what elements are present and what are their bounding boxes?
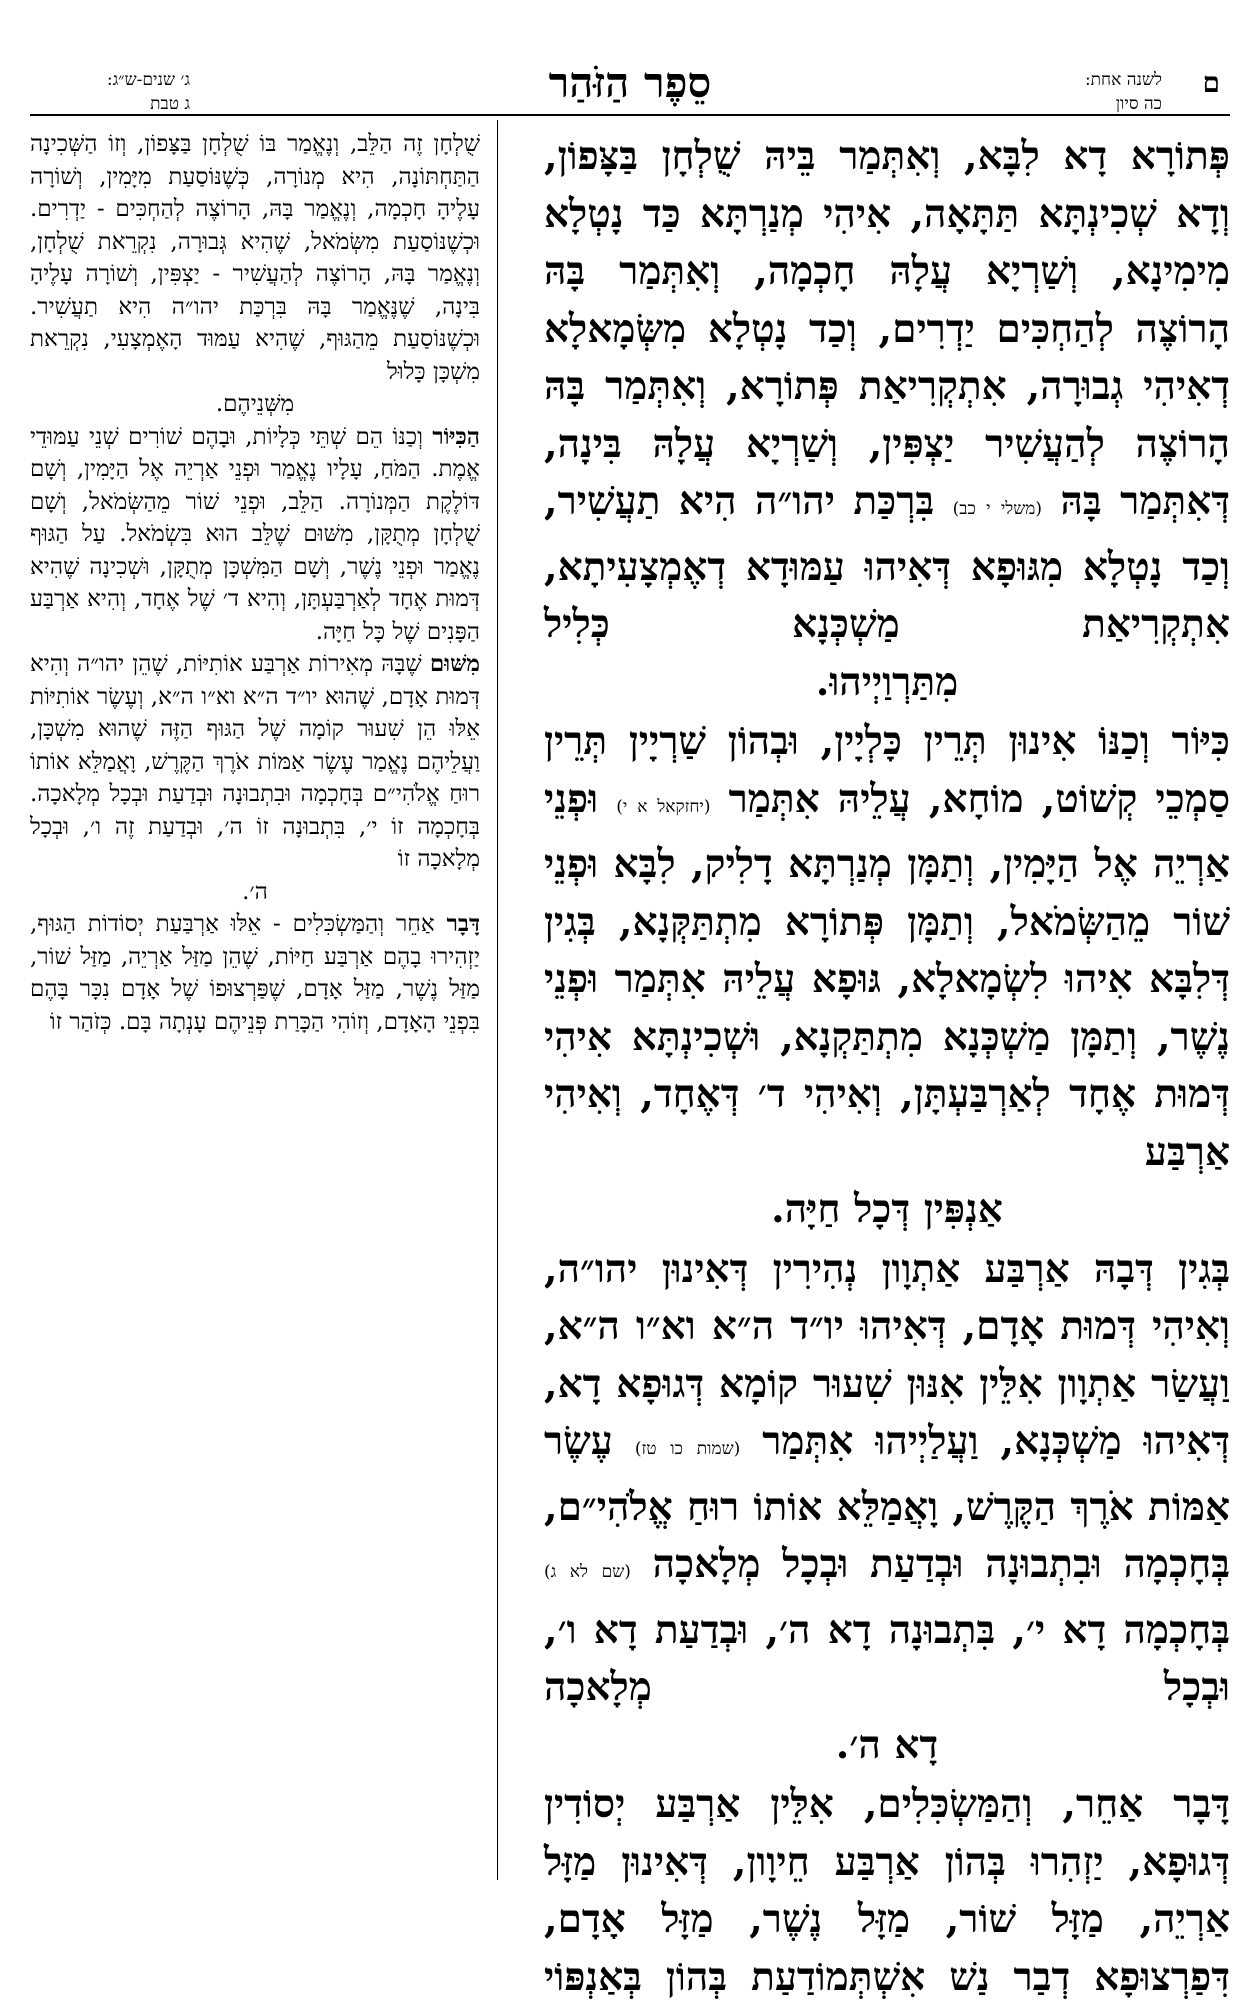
side-paragraph-3: [30, 648, 480, 908]
main-p2-ref: (יחזקאל א י): [616, 796, 711, 817]
side-p3-text: שֶׁבָּהּ מְאִירוֹת אַרְבַּע אוֹתִיּוֹת, שֶׁהֵן יהו״ה וְהִיא דְּמוּת אָדָם, שֶׁהוּא יו״ד ה״א וא״ו ה״א, וְעֶשֶׂר אוֹתִיּוֹת אֵלּוּ הֵן שִׁעוּר קוֹמָה שֶׁל הַגּוּף הַזֶּה שֶׁהוּא מִשְׁכָּן, וַעֲלֵיהֶם נֶאֱמַר עֶשֶׂר אַמּוֹת אֹרֶךְ הַקֶּרֶשׁ, וָאֲמַלֵּא אוֹתוֹ רוּחַ אֱלֹהִי״ם בְּחָכְמָה וּבִתְבוּנָה וּבְדַעַת וּבְכָל מְלָאכָה. בְּחָכְמָה זוֹ י׳, בִּתְבוּנָה זוֹ ה׳, וּבְדַעַת זֶה ו׳, וּבְכָל מְלָאכָה זוֹ: [30, 651, 480, 872]
main-p3-ref2: (שם לא ג): [544, 1562, 631, 1582]
page-number: ם: [1202, 66, 1220, 99]
header-left: [30, 68, 190, 116]
main-paragraph-4: [544, 1776, 1230, 2006]
main-p2-end: אַנְפִּין דְּכָל חַיָּה.: [771, 1186, 1003, 1232]
main-p1-ref: (משלי י כב): [952, 499, 1042, 519]
side-p1-text: שֻׁלְחָן זֶה הַלֵּב, וְנֶאֱמַר בּוֹ שֻׁלְחָן בַּצָּפוֹן, וְזוֹ הַשְּׁכִינָה הַתַּחְתּוֹנָה, הִיא מְנוֹרָה, כְּשֶׁנּוֹסַעַת מִיָּמִין, וְשׁוֹרָה עָלֶיהָ חָכְמָה, וְנֶאֱמַר בָּהּ, הָרוֹצֶה לְהַחְכִּים - יַדְרִים. וּכְשֶׁנּוֹסַעַת מִשְּׂמֹאל, שֶׁהִיא גְּבוּרָה, נִקְרֵאת שֻׁלְחָן, וְנֶאֱמַר בָּהּ, הָרוֹצֶה לְהַעֲשִׁיר - יַצְפִּין, וְשׁוֹרָה עָלֶיהָ בִּינָה, שֶׁנֶּאֱמַר בָּהּ בִּרְכַּת יהו״ה הִיא תַעֲשִׁיר. וּכְשֶׁנּוֹסַעַת מֵהַגּוּף, שֶׁהִיא עַמּוּד הָאֶמְצָעִי, נִקְרֵאת מִשְׁכָּן כָּלוּל: [30, 131, 480, 385]
translation-column: [30, 128, 480, 1038]
main-p3c-text: בְּחָכְמָה דָא י׳, בִּתְבוּנָה דָא ה׳, וּבְדַעַת דָא ו׳, וּבְכָל מְלָאכָה: [544, 1606, 1230, 1710]
main-paragraph-1: [544, 128, 1230, 711]
main-p2b-text: וּפְנֵי אַרְיֵה אֶל הַיָּמִין, וְתַמָּן מְנַרְתָּא דָלִיק, לִבָּא וּפְנֵי שׁוֹר מֵהַשְּׂמֹאל, וְתַמָּן פְּתוֹרָא מִתְתַּקְּנָא, בְּגִין דְּלִבָּא אִיהוּ לִשְׂמָאלָא, גּוּפָא עֲלֵיהּ אִתְּמַר וּפְנֵי נֶשֶׁר, וְתַמָּן מַשְׁכְּנָא מִתְתַּקְנָא, וּשְׁכִינְתָּא אִיהִי דְּמוּת אֶחָד לְאַרְבַּעְתָּן, וְאִיהִי ד׳ דְּאֶחָד, וְאִיהִי אַרְבַּע: [544, 775, 1230, 1175]
side-p2-text: וְכַנּוֹ הֵם שְׁתֵּי כְּלָיוֹת, וּבָהֶם שׁוֹרִים שְׁנֵי עַמּוּדֵי אֱמֶת. הַמֹּחַ, עָלָיו נֶאֱמַר וּפְנֵי אַרְיֵה אֶל הַיָּמִין, וְשָׁם דּוֹלֶקֶת הַמְּנוֹרָה. הַלֵּב, וּפְנֵי שׁוֹר מֵהַשְּׂמֹאל, וְשָׁם שֻׁלְחָן מְתֻקָּן, מִשּׁוּם שֶׁלֵּב הוּא בִּשְׂמֹאל. עַל הַגּוּף נֶאֱמַר וּפְנֵי נֶשֶׁר, וְשָׁם הַמִּשְׁכָּן מְתֻקָּן, וּשְׁכִינָה שֶׁהִיא דְּמוּת אֶחָד לְאַרְבַּעְתָּן, וְהִיא ד׳ שֶׁל אֶחָד, וְהִיא אַרְבַּע הַפָּנִים שֶׁל כָּל חַיָּה.: [30, 423, 480, 645]
main-p3b-text: עֶשֶׂר אַמּוֹת אֹרֶךְ הַקֶּרֶשׁ, וָאֲמַלֵּא אוֹתוֹ רוּחַ אֱלֹהִי״ם, בְּחָכְמָה וּבִתְבוּנָה וּבְדַעַת וּבְכָל מְלָאכָה: [544, 1418, 1230, 1587]
main-column: [544, 128, 1230, 2008]
main-p2-text: כִּיּוֹר וְכַנּוֹ אִינוּן תְּרֵין כָּלְיָין, וּבְהוֹן שַׁרְיָין תְּרֵין סַמְכֵי קְשׁוֹט, מוֹחָא, עֲלֵיהּ אִתְּמַר: [544, 718, 1231, 822]
side-paragraph-2: [30, 421, 480, 649]
header-left-line1: ג׳ שנים-ש״ג:: [106, 70, 190, 90]
main-paragraph-2: [544, 713, 1230, 1239]
side-p2-lead: הַכִּיּוֹר: [432, 422, 481, 450]
side-p4-text: אַחֵר וְהַמַּשְׂכִּלִים - אֵלּוּ אַרְבַּעַת יְסוֹדוֹת הַגּוּף, יַזְהִירוּ בָהֶם אַרְבַּע חַיּוֹת, שֶׁהֵן מַזַּל אַרְיֵה, מַזַּל שׁוֹר, מַזַּל נֶשֶׁר, מַזַּל אָדָם, שֶׁפַּרְצוּפוֹ שֶׁל אָדָם נִכָּר בָּהֶם בִּפְנֵי הָאָדָם, וְזוֹהִי הַכָּרַת פְּנֵיהֶם עָנְתָה בָּם. כְּזֹהַר זוֹ: [30, 911, 480, 1035]
header-right-line1: לשנה אחת:: [1084, 70, 1162, 90]
main-p4-text: דָּבָר אַחֵר, וְהַמַּשְׂכִּלִים, אִלֵּין אַרְבַּע יְסוֹדִין דְּגוּפָא, יַזְהִרוּ בְּהוֹן אַרְבַּע חֵיוָון, דְּאִינוּן מַזָּל אַרְיֵה, מַזָּל שׁוֹר, מַזָּל נֶשֶׁר, מַזָּל אָדָם, דִּפַרְצוּפָא דְבַר נַשׁ אִשְׁתְּמוֹדַעַת בְּהוֹן בְּאַנְפּוֹי: [544, 1781, 1230, 2000]
main-p3-ref1: (שמות כו טז): [634, 1439, 741, 1459]
main-p1b-text: בִּרְכַּת יהו״ה הִיא תַעֲשִׁיר, וְכַד נָטְלָא מִגּוּפָא דְּאִיהוּ עַמּוּדָא דְאֶמְצָעִיתָא, אִתְקְרִיאַת מַשְׁכְּנָא כְּלִיל: [544, 478, 1230, 647]
side-p3-lead: מִשּׁוּם: [429, 650, 480, 677]
side-p4-lead: דָּבָר: [446, 910, 481, 937]
main-p3-text: בְּגִין דְּבָהּ אַרְבַּע אַתְוָון נְהִירִין דְּאִינוּן יהו״ה, וְאִיהִי דְּמוּת אָדָם, דְּאִיהוּ יו״ד ה״א וא״ו ה״א, וַעֲשַׂר אַתְוָון אִלֵּין אִנּוּן שִׁעוּר קוֹמָא דְּגוּפָא דָא, דְּאִיהוּ מַשְׁכְּנָא, וַעֲלַיְיהוּ אִתְּמַר: [544, 1245, 1231, 1464]
page-header: [30, 58, 1230, 116]
page-title: סֵפֶר הַזֹּהַר: [548, 58, 712, 107]
side-paragraph-4: [30, 908, 480, 1038]
main-p1-text: פְּתוֹרָא דָא לִבָּא, וְאִתְּמַר בֵּיהּ שֻׁלְחָן בַּצָּפוֹן, וְדָא שְׁכִינְתָּא תַּתָּאָה, אִיהִי מְנַרְתָּא כַּד נָטְלָא מִימִינָא, וְשַׁרְיָא עֲלָהּ חָכְמָה, וְאִתְּמַר בָּהּ הָרוֹצֶה לְהַחְכִּים יַדְרִים, וְכַד נָטְלָא מִשְּׂמָאלָא דְאִיהִי גְבוּרָה, אִתְקְרִיאַת פְּתוֹרָא, וְאִתְּמַר בָּהּ הָרוֹצֶה לְהַעֲשִׁיר יַצְפִּין, וְשַׁרְיָא עֲלָהּ בִּינָה, דְּאִתְּמַר בָּהּ: [544, 133, 1231, 524]
main-p1-end: מִתַּרְוַיְיהוּ.: [815, 658, 959, 705]
side-p3-end: ה׳.: [242, 878, 268, 905]
side-p1-end: מִשְּׁנֵיהֶם.: [215, 391, 295, 417]
column-divider: [497, 120, 498, 1880]
main-paragraph-3: [544, 1241, 1230, 1775]
header-right-line2: כה סיון: [1115, 94, 1162, 114]
side-paragraph-1: [30, 128, 480, 421]
main-p3-end: דָא ה׳.: [835, 1721, 939, 1768]
header-left-line2: ג טבת: [150, 94, 190, 114]
